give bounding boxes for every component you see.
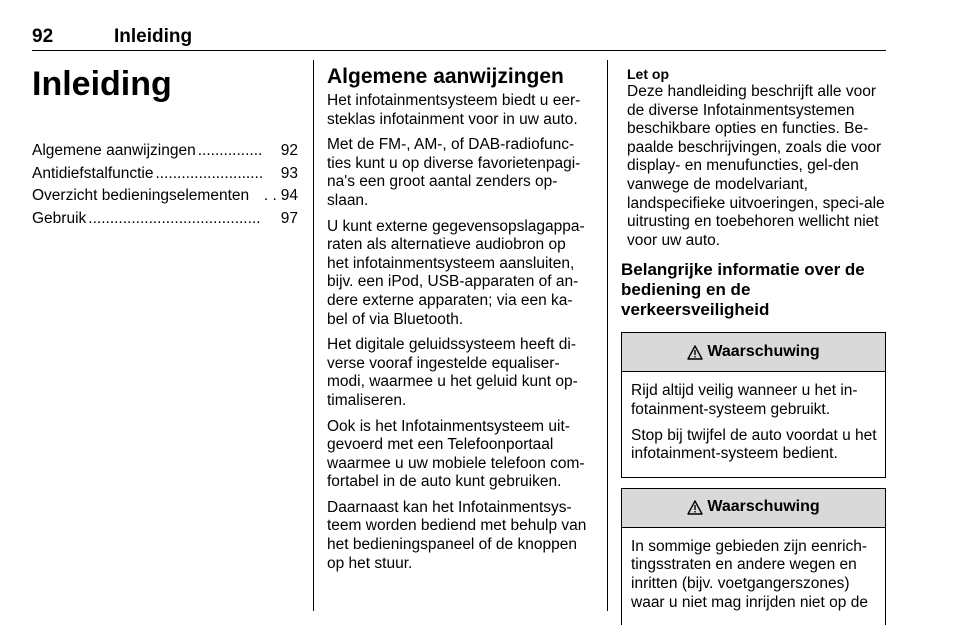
- body-paragraph: U kunt externe gegevensopslagappa-raten als alternatieve audiobron op het infotainmentsysteem aansluiten, bijv. een iPod, USB-apparaten of an-dere externe apparaten; via een ka-bel of via Bluetooth.: [327, 217, 585, 328]
- body-paragraph: Met de FM-, AM-, of DAB-radiofunc-ties kunt u op diverse favorietenpagi-na's een groot aantal zenders op-slaan.: [327, 136, 581, 209]
- page-number: 92: [32, 26, 54, 47]
- warning-text: In sommige gebieden zijn eenrich-tingsstraten en andere wegen en inritten (bijv. voetgangerszones) waar u niet mag inrijden niet op de: [631, 537, 868, 611]
- toc-label: Antidiefstalfunctie: [32, 164, 154, 182]
- chapter-title: Inleiding: [32, 65, 172, 103]
- toc-leader: .........................: [155, 164, 264, 182]
- body-paragraph: Daarnaast kan het Infotainmentsys-teem worden bediend met behulp van het bedieningspaneel of de knoppen op het stuur.: [327, 498, 587, 572]
- note-label: Let op: [627, 66, 669, 82]
- middle-column: [327, 60, 589, 580]
- left-column: [32, 60, 298, 232]
- toc-page: 94: [280, 187, 298, 204]
- warning-body: [622, 372, 885, 476]
- body-paragraph: Het infotainmentsysteem biedt u eer-steklas infotainment voor in uw auto.: [327, 92, 581, 128]
- right-column: [621, 60, 886, 635]
- toc-leader: ...............: [197, 142, 263, 159]
- toc-label: Overzicht bedieningselementen: [32, 187, 250, 204]
- toc-item-algemene-aanwijzingen[interactable]: [32, 142, 298, 165]
- warning-header: [622, 333, 885, 372]
- toc-item-gebruik[interactable]: [32, 210, 298, 233]
- column-divider-2: [607, 60, 608, 611]
- body-paragraph: Het digitale geluidssysteem heeft di-verse vooraf ingestelde equaliser-modi, waarmee u het geluid kunt op-timaliseren.: [327, 336, 578, 409]
- column-divider-1: [313, 60, 314, 611]
- subheading: Belangrijke informatie over de bediening en de verkeersveiligheid: [621, 260, 865, 320]
- warning-title: Waarschuwing: [707, 343, 820, 361]
- toc-page: 92: [280, 142, 298, 159]
- toc-label: Algemene aanwijzingen: [32, 142, 196, 159]
- toc-page: 93: [280, 164, 298, 182]
- warning-triangle-icon: [687, 500, 703, 515]
- body-paragraph: Ook is het Infotainmentsysteem uit-gevoerd met een Telefoonportaal waarmee u uw mobiele telefoon com-fortabel in de auto kunt gebruiken.: [327, 417, 585, 491]
- note-block: [627, 66, 886, 250]
- toc-page: 97: [280, 209, 298, 227]
- running-title: Inleiding: [114, 26, 193, 47]
- warning-box-1: [621, 332, 886, 477]
- warning-header: [622, 489, 885, 528]
- warning-body: [622, 528, 885, 625]
- page-header: [32, 26, 886, 48]
- warning-text: Rijd altijd veilig wanneer u het in-fotainment-systeem gebruikt.: [631, 382, 858, 418]
- toc-label: Gebruik: [32, 209, 87, 227]
- table-of-contents: [32, 142, 298, 232]
- header-rule: [32, 50, 886, 51]
- toc-leader: ........................................: [88, 209, 261, 227]
- warning-box-2: [621, 488, 886, 625]
- toc-item-antidiefstalfunctie[interactable]: [32, 165, 298, 188]
- warning-title: Waarschuwing: [707, 498, 820, 516]
- note-text: Deze handleiding beschrijft alle voor de diverse Infotainmentsystemen beschikbare opties en functies. Be-paalde beschrijvingen, zoals die voor display- en menufuncties, gel-den vanwege de modelvariant, landspecifieke uitvoeringen, speci-ale uitrusting en toebehoren wellicht niet voor uw auto.: [627, 83, 885, 249]
- section-title: Algemene aanwijzingen: [327, 65, 564, 88]
- toc-leader: . .: [263, 187, 277, 204]
- warning-text: Stop bij twijfel de auto voordat u het infotainment-systeem bedient.: [631, 426, 877, 463]
- toc-item-overzicht-bedieningselementen[interactable]: [32, 187, 298, 210]
- warning-triangle-icon: [687, 345, 703, 360]
